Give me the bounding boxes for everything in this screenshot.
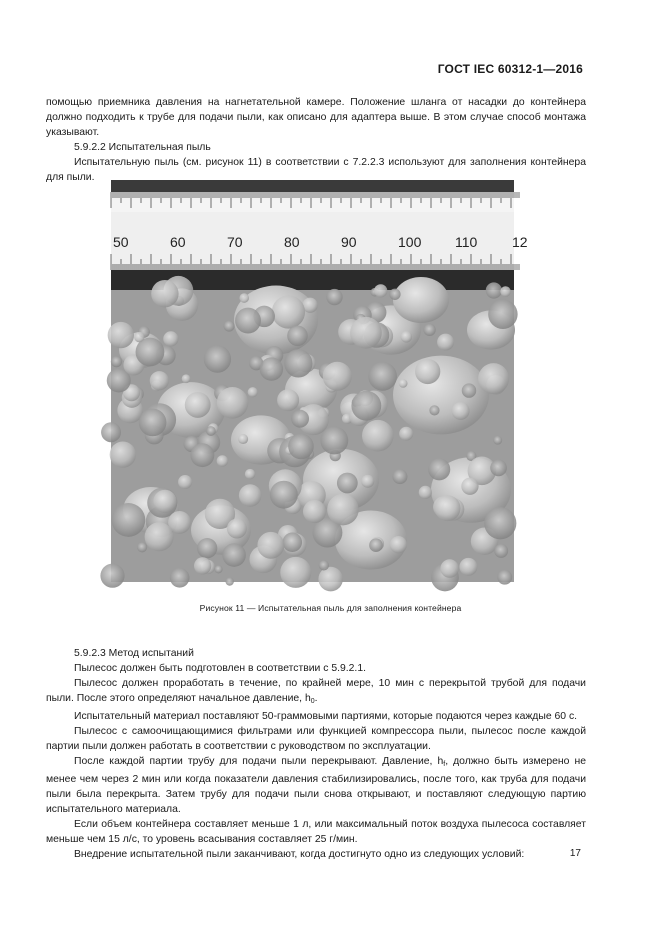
ruler-label: 100: [398, 234, 422, 250]
method-paragraph-3: Испытательный материал поставляют 50-граммовыми партиями, которые подаются через каждые 60 с.: [74, 711, 578, 722]
page-number: 17: [569, 848, 581, 859]
ruler-label: 80: [284, 234, 300, 250]
standard-header: ГОСТ IEC 60312-1—2016: [437, 62, 583, 76]
ruler-label: 90: [341, 234, 357, 250]
method-paragraph-1: Пылесос должен быть подготовлен в соответствии с 5.9.2.1.: [74, 663, 366, 674]
method-paragraph-4: Пылесос с самоочищающимися фильтрами или функцией компрессора пыли, пылесос после каждой партии пыли должен работать в соответствии с руководством по эксплуатации.: [46, 726, 586, 752]
method-paragraph-6: Если объем контейнера составляет меньше 1 л, или максимальный поток воздуха пылесоса составляет меньше чем 15 л/с, то уровень всасывания составляет 25 г/мин.: [46, 819, 586, 845]
top-text-block: [46, 95, 586, 185]
ruler-label: 12: [512, 234, 528, 250]
paragraph-continuation: помощью приемника давления на нагнетательной камере. Положение шланга от насадки до контейнера должно подходить к трубе для подачи пыли, как описано для адаптера выше. В этом случае способ монтажа указывают.: [46, 97, 586, 138]
ruler-label: 70: [227, 234, 243, 250]
method-title: 5.9.2.3 Метод испытаний: [74, 648, 194, 659]
test-dust-photo: [111, 180, 528, 582]
method-paragraph-5: После каждой партии трубу для подачи пыли перекрывают. Давление, $h_f$, должно быть измерено не менее чем через 2 мин или когда показатели давления стабилизировались, после того, как труба для подачи пыли была перекрыта. Затем трубу для подачи пыли снова открывают, и поставляют следующую партию испытательного материала.: [46, 756, 586, 815]
method-text-block: [46, 646, 586, 862]
ruler-label: 60: [170, 234, 186, 250]
ruler-label: 50: [113, 234, 129, 250]
section-text-test-dust: Испытательную пыль (см. рисунок 11) в соответствии с 7.2.2.3 используют для заполнения контейнера для пыли.: [46, 157, 586, 183]
ruler-label: 110: [455, 234, 478, 250]
method-paragraph-7: Внедрение испытательной пыли заканчивают, когда достигнуто одно из следующих условий:: [74, 849, 525, 860]
method-paragraph-2: Пылесос должен проработать в течение, по крайней мере, 10 мин с перекрытой трубой для подачи пыли. После этого определяют начальное давление, $h_0$.: [46, 678, 586, 705]
section-title-test-dust: 5.9.2.2 Испытательная пыль: [74, 142, 211, 153]
figure-caption: Рисунок 11 — Испытательная пыль для заполнения контейнера: [199, 603, 462, 613]
